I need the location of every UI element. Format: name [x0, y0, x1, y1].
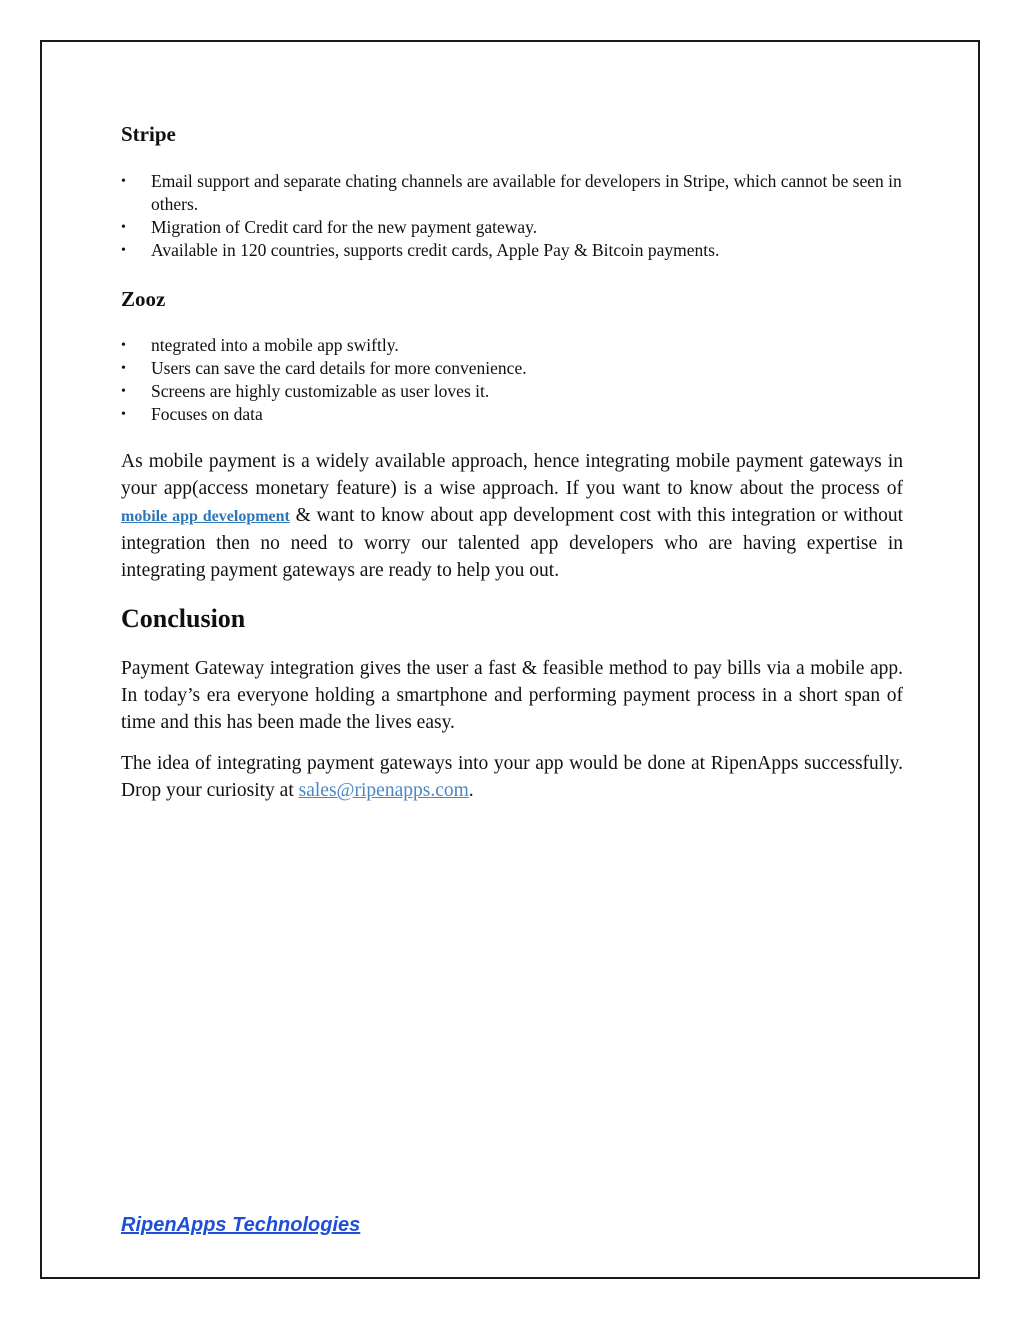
conclusion-paragraph-2 [121, 750, 903, 804]
list-item [121, 334, 903, 357]
stripe-bullet-list [121, 170, 903, 262]
list-item-text: Email support and separate chating channels are available for developers in Stripe, which cannot be seen in others. [151, 171, 902, 214]
bullet-icon: • [121, 407, 126, 422]
list-item-text: Users can save the card details for more convenience. [151, 358, 527, 378]
conclusion-heading: Conclusion [121, 604, 246, 633]
conclusion-paragraph-1: Payment Gateway integration gives the user a fast & feasible method to pay bills via a mobile app. In today’s era everyone holding a smartphone and performing payment process in a short span of time and this has been made the lives easy. [121, 658, 903, 733]
intro-paragraph [121, 448, 903, 584]
bullet-icon: • [121, 384, 126, 399]
zooz-bullet-list [121, 334, 903, 426]
list-item-text: Migration of Credit card for the new payment gateway. [151, 217, 538, 237]
footer-brand-link[interactable]: RipenApps Technologies [121, 1214, 361, 1236]
document-body [121, 118, 903, 804]
list-item [121, 357, 903, 380]
sales-email-link[interactable]: sales@ripenapps.com [298, 780, 469, 801]
list-item-text: Focuses on data [151, 404, 263, 424]
bullet-icon: • [121, 338, 126, 353]
list-item [121, 216, 903, 239]
bullet-icon: • [121, 243, 126, 258]
list-item [121, 403, 903, 426]
conclusion-text-before: The idea of integrating payment gateways into your app would be done at RipenApps successfully. Drop your curiosity at [121, 753, 903, 801]
stripe-heading: Stripe [121, 122, 176, 146]
list-item-text: Screens are highly customizable as user loves it. [151, 381, 490, 401]
list-item [121, 170, 903, 216]
conclusion-text-after: . [468, 780, 474, 801]
bullet-icon: • [121, 220, 126, 235]
bullet-icon: • [121, 174, 126, 189]
list-item-text: Available in 120 countries, supports credit cards, Apple Pay & Bitcoin payments. [151, 240, 720, 260]
list-item [121, 239, 903, 262]
bullet-icon: • [121, 361, 126, 376]
mobile-app-development-link[interactable]: mobile app development [121, 508, 290, 525]
list-item-text: ntegrated into a mobile app swiftly. [151, 335, 399, 355]
list-item [121, 380, 903, 403]
intro-text-before: As mobile payment is a widely available approach, hence integrating mobile payment gateways in your app(access monetary feature) is a wise approach. If you want to know about the process of [121, 451, 903, 499]
zooz-heading: Zooz [121, 287, 166, 311]
intro-text-after: & want to know about app development cost with this integration or without integration then no need to worry our talented app developers who are having expertise in integrating payment gateways are ready to help you out. [121, 505, 903, 581]
